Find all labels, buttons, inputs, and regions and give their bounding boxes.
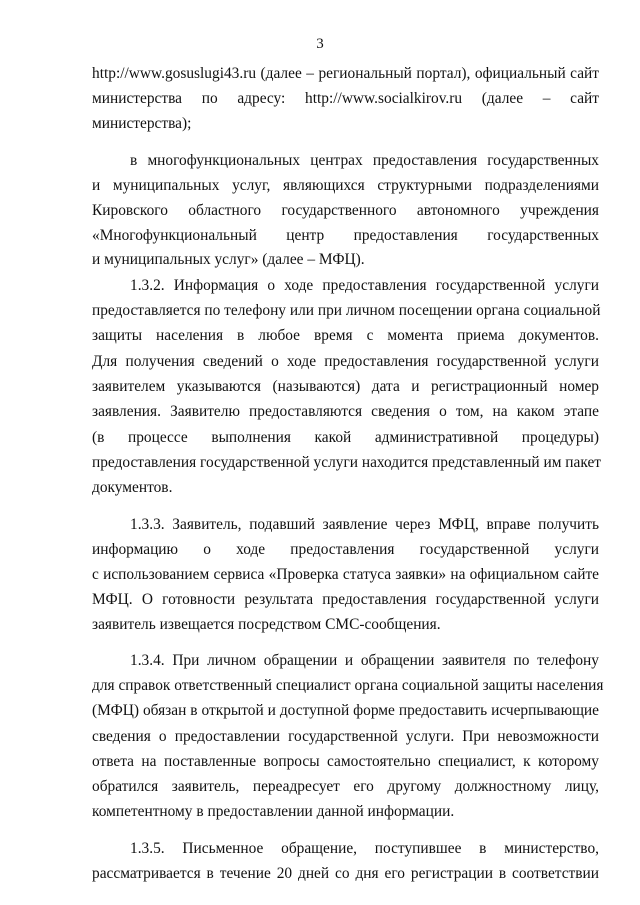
text-line: в многофункциональных центрах предоставления государственных (130, 152, 599, 169)
text-line: заявления. Заявителю предоставляются сведения о том, на каком этапе (92, 403, 599, 420)
text-line: 1.3.3. Заявитель, подавший заявление через МФЦ, вправе получить (130, 516, 599, 533)
text-line: обратился заявитель, переадресует его другому должностному лицу, (92, 778, 599, 795)
text-line: МФЦ. О готовности результата предоставления государственной услуги (92, 591, 599, 608)
text-line: сведения о предоставлении государственной услуги. При невозможности (92, 728, 599, 745)
text-line: (в процессе выполнения какой административной процедуры) (92, 429, 599, 446)
text-line: http://www.gosuslugi43.ru (далее – региональный портал), официальный сайт (92, 65, 599, 82)
text-line: заявителем указываются (называются) дата и регистрационный номер (92, 378, 599, 395)
text-line: документов. (92, 479, 173, 496)
text-line: 1.3.2. Информация о ходе предоставления государственной услуги (130, 277, 599, 294)
text-line: (МФЦ) обязан в открытой и доступной форме предоставить исчерпывающие (92, 702, 599, 719)
text-line: 1.3.4. При личном обращении и обращении заявителя по телефону (130, 652, 599, 669)
text-line: ответа на поставленные вопросы самостоятельно специалист, к которому (92, 753, 599, 770)
text-line: Кировского областного государственного автономного учреждения (92, 202, 599, 219)
text-line: защиты населения в любое время с момента приема документов. (92, 327, 599, 344)
text-line: предоставляется по телефону или при личном посещении органа социальной (92, 302, 601, 319)
text-line: «Многофункциональный центр предоставления государственных (92, 227, 599, 244)
text-line: для справок ответственный специалист органа социальной защиты населения (92, 677, 604, 694)
text-line: предоставления государственной услуги находится представленный им пакет (92, 454, 602, 471)
text-line: рассматривается в течение 20 дней со дня его регистрации в соответствии (92, 865, 599, 882)
text-line: компетентному в предоставлении данной информации. (92, 803, 455, 820)
text-line: Для получения сведений о ходе предоставления государственной услуги (92, 353, 599, 370)
text-line: министерства); (92, 115, 192, 132)
page-number: 3 (316, 36, 324, 52)
text-line: и муниципальных услуг, являющихся структурными подразделениями (92, 177, 599, 194)
text-line: и муниципальных услуг» (далее – МФЦ). (92, 251, 365, 268)
text-line: информацию о ходе предоставления государственной услуги (92, 541, 599, 558)
text-line: заявитель извещается посредством СМС-сообщения. (92, 616, 441, 633)
text-line: 1.3.5. Письменное обращение, поступившее в министерство, (130, 840, 599, 857)
text-line: министерства по адресу: http://www.socialkirov.ru (далее – сайт (92, 90, 599, 107)
text-line: с использованием сервиса «Проверка статуса заявки» на официальном сайте (92, 566, 599, 583)
